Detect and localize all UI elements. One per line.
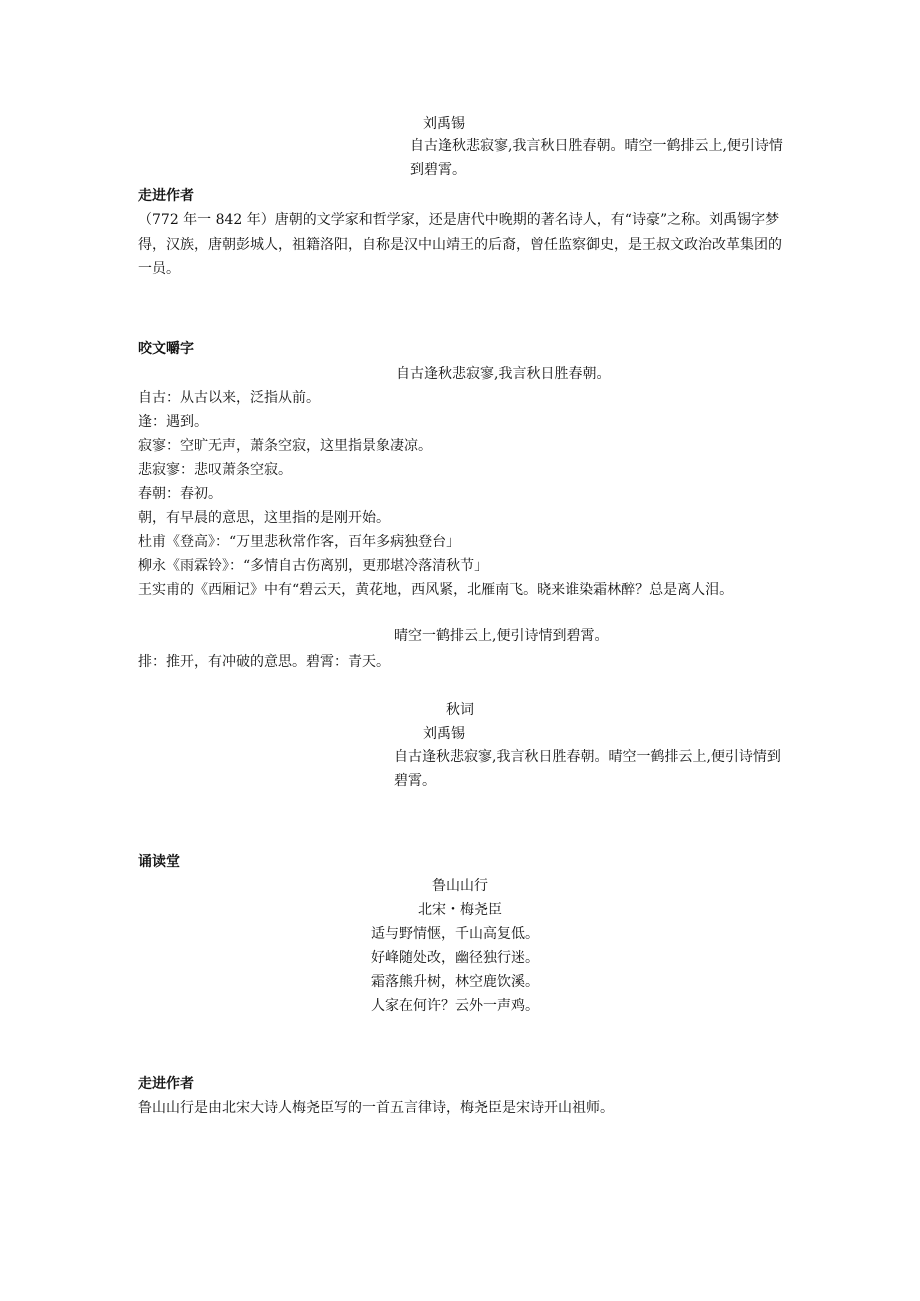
poem-line: 霜落熊升树，林空鹿饮溪。 <box>371 974 539 990</box>
note-item: 杜甫《登高》：“万里悲秋常作客，百年多病独登台」 <box>138 534 461 550</box>
note-item: 逢：遇到。 <box>138 414 208 430</box>
analysis-line-2: 晴空一鹤排云上,便引诗情到碧霄。 <box>394 628 609 644</box>
author-heading-2: 走进作者 <box>138 1076 194 1092</box>
note-item: 自古：从古以来，泛指从前。 <box>138 390 320 406</box>
poem-line: 人家在何许？云外一声鸡。 <box>371 998 539 1014</box>
note-item: 王实甫的《西厢记》中有“碧云天，黄花地，西风紧，北雁南飞。晓来谁染霜林醉？总是离人泪。 <box>138 582 734 598</box>
note-item: 寂寥：空旷无声，萧条空寂，这里指景象凄凉。 <box>138 438 432 454</box>
poem2-text: 自古逢秋悲寂寥,我言秋日胜春朝。晴空一鹤排云上,便引诗情到碧霄。 <box>394 749 781 789</box>
poem2-title: 秋词 <box>446 702 474 718</box>
note-item-2: 排：推开，有冲破的意思。碧霄：青天。 <box>138 654 390 670</box>
author-bio-2: 鲁山山行是由北宋大诗人梅尧臣写的一首五言律诗，梅尧臣是宋诗开山祖师。 <box>138 1100 614 1116</box>
author-bio-1: （772 年一 842 年）唐朝的文学家和哲学家，还是唐代中晚期的著名诗人，有“诗豪”之称。刘禹锡字梦得，汉族，唐朝彭城人，祖籍洛阳，自称是汉中山靖王的后裔，曾任监察御史，是王叔文政治改革集团的一员。 <box>138 212 782 277</box>
poem-line: 适与野情惬，千山高复低。 <box>371 926 539 942</box>
poem1-text: 自古逢秋悲寂寥,我言秋日胜春朝。晴空一鹤排云上,便引诗情到碧霄。 <box>410 138 783 178</box>
note-item: 柳永《雨霖铃》：“多情自古伤离别，更那堪冷落清秋节」 <box>138 558 489 574</box>
recital-title: 鲁山山行 <box>432 878 488 894</box>
author-heading-1: 走进作者 <box>138 188 194 204</box>
note-item: 春朝：春初。 <box>138 486 222 502</box>
poem1-author: 刘禹锡 <box>423 116 465 132</box>
recital-heading: 诵读堂 <box>138 854 180 870</box>
poem-line: 好峰随处改，幽径独行迷。 <box>371 950 539 966</box>
poem2-author: 刘禹锡 <box>423 726 465 742</box>
note-item: 朝，有早晨的意思，这里指的是刚开始。 <box>138 510 390 526</box>
analysis-heading: 咬文嚼字 <box>138 341 194 357</box>
note-item: 悲寂寥：悲叹萧条空寂。 <box>138 462 292 478</box>
recital-author: 北宋・梅尧臣 <box>418 902 502 918</box>
analysis-line-1: 自古逢秋悲寂寥,我言秋日胜春朝。 <box>396 366 611 382</box>
